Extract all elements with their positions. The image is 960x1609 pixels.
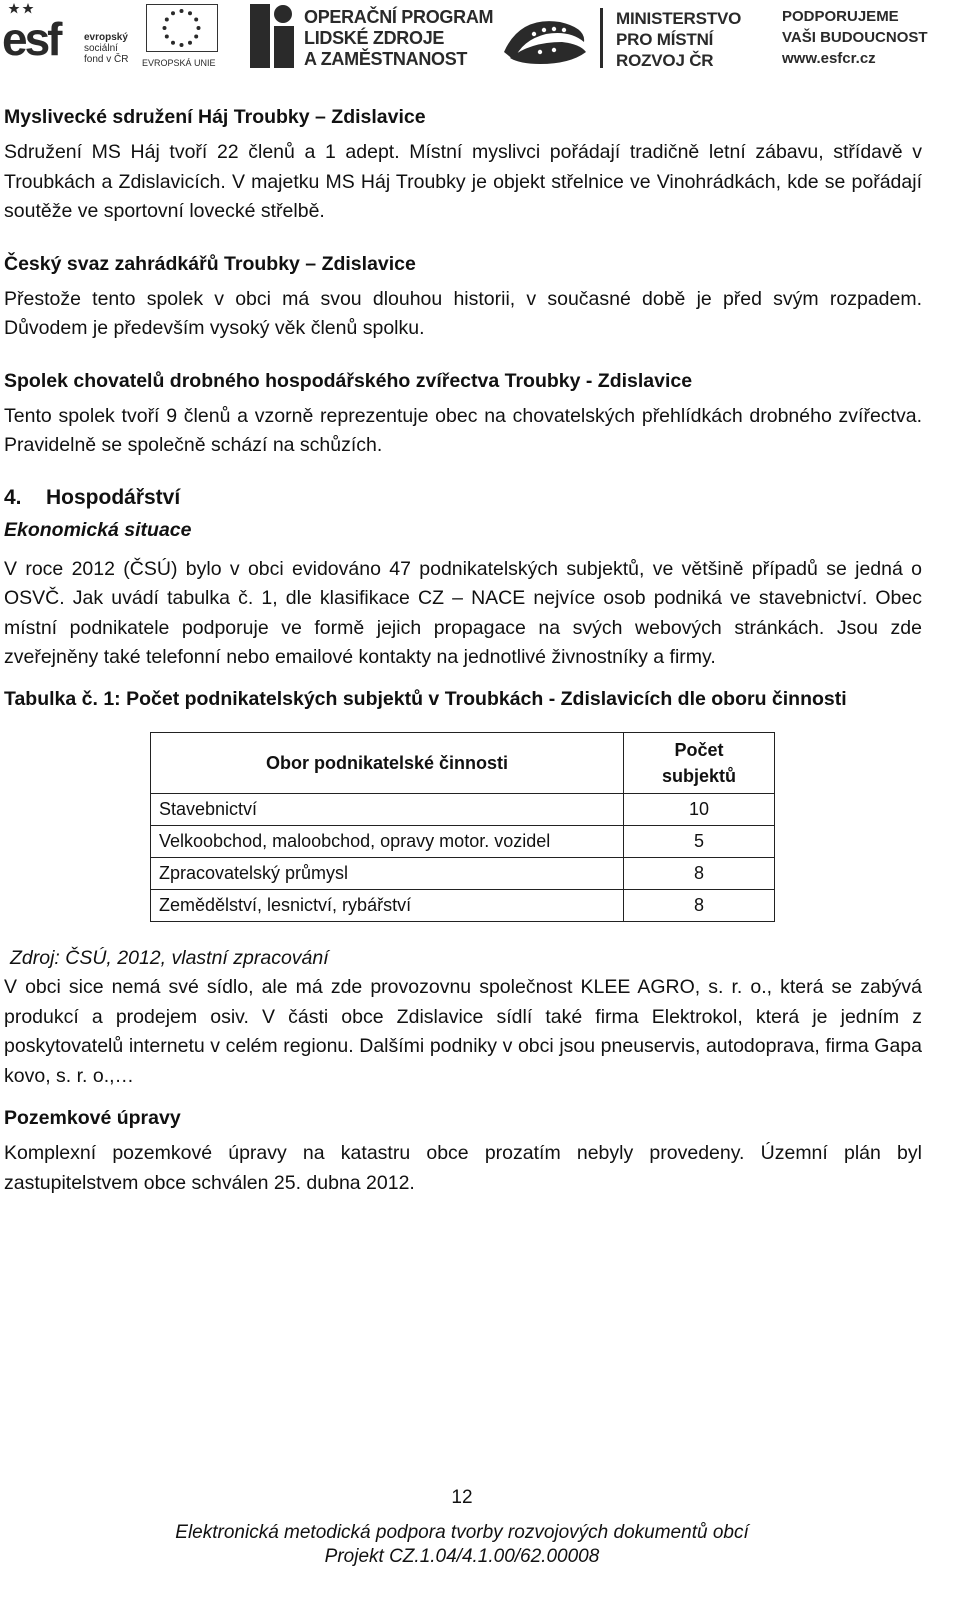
economy-paragraph: V roce 2012 (ČSÚ) bylo v obci evidováno 47 podnikatelských subjektů, ve většině případů se jedná o OSVČ. Jak uvádí tabulka č. 1, dle klasifikace CZ – NACE nejvíce osob podniká ve stavebnictví. Obec místní podnikatele podporuje ve formě jejich propagace na svých webových stránkách. Jsou zde zveřejněny také telefonní nebo emailové kontakty na jednotlivé živnostníky a firmy.	[4, 557, 922, 668]
table-header-row	[151, 733, 775, 794]
esfcr-logo	[782, 6, 928, 69]
header-activity: Obor podnikatelské činnosti	[151, 733, 624, 794]
row-count: 10	[624, 794, 775, 826]
op-figure-icon	[250, 4, 296, 68]
mmr-logo	[500, 2, 770, 72]
esf-logo	[2, 2, 134, 70]
mmr-title	[616, 8, 741, 71]
gardeners-heading: Český svaz zahrádkářů Troubky – Zdislavice	[4, 252, 416, 275]
land-paragraph: Komplexní pozemkové úpravy na katastru obce prozatím nebyly provedeny. Územní plán byl zastupitelstvem obce schválen 25. dubna 2012.	[4, 1142, 922, 1194]
op-title-line1: OPERAČNÍ PROGRAM	[304, 7, 494, 27]
row-activity: Velkoobchod, maloobchod, opravy motor. vozidel	[151, 826, 624, 858]
row-activity: Zemědělství, lesnictví, rybářství	[151, 890, 624, 922]
mmr-title-line3: ROZVOJ ČR	[616, 51, 714, 70]
header-logo-bar	[0, 0, 960, 76]
table-row	[151, 890, 775, 922]
row-count: 5	[624, 826, 775, 858]
header-count-line1: Počet	[674, 740, 724, 760]
breeders-paragraph: Tento spolek tvoří 9 členů a vzorně reprezentuje obec na chovatelských přehlídkách drobného zvířectva. Pravidelně se společně schází na schůzích.	[4, 404, 922, 456]
chapter-title: Hospodářství	[46, 485, 181, 509]
mmr-title-line2: PRO MÍSTNÍ	[616, 30, 714, 49]
eu-logo	[142, 4, 222, 70]
breeders-heading: Spolek chovatelů drobného hospodářského zvířectva Troubky - Zdislavice	[4, 369, 693, 392]
table-source: Zdroj: ČSÚ, 2012, vlastní zpracování	[10, 947, 329, 969]
table-row	[151, 794, 775, 826]
row-activity: Stavebnictví	[151, 794, 624, 826]
eu-caption: EVROPSKÁ UNIE	[142, 58, 216, 68]
eu-flag-icon	[146, 4, 218, 52]
esfcr-line1: PODPORUJEME	[782, 8, 899, 25]
mmr-emblem-icon	[500, 12, 590, 68]
row-activity: Zpracovatelský průmysl	[151, 858, 624, 890]
page-footer	[0, 1521, 924, 1569]
mmr-separator	[600, 8, 603, 68]
chapter-number: 4.	[4, 485, 22, 509]
row-count: 8	[624, 890, 775, 922]
esf-caption-line3: fond v ČR	[84, 54, 129, 65]
table-row	[151, 858, 775, 890]
op-title-line3: A ZAMĚSTNANOST	[304, 49, 468, 69]
page-number: 12	[451, 1487, 473, 1508]
chapter-heading	[4, 483, 922, 513]
gardeners-paragraph: Přestože tento spolek v obci má svou dlouhou historii, v současné době je před svým rozpadem. Důvodem je především vysoký věk členů spolku.	[4, 287, 922, 339]
op-title-line2: LIDSKÉ ZDROJE	[304, 28, 445, 48]
economy-subheading: Ekonomická situace	[4, 518, 192, 541]
mmr-title-line1: MINISTERSTVO	[616, 9, 742, 28]
hunters-paragraph: Sdružení MS Háj tvoří 22 členů a 1 adept. Místní myslivci pořádají tradičně letní zábavu, střídavě v Troubkách a Zdislavicích. V majetku MS Háj Troubky je objekt střelnice ve Vinohrádkách, kde se pořádají soutěže ve sportovní lovecké střelbě.	[4, 141, 922, 222]
op-title	[304, 7, 493, 70]
esf-caption-line2: sociální	[84, 43, 118, 54]
hunters-heading: Myslivecké sdružení Háj Troubky – Zdislavice	[4, 106, 426, 128]
footer-line2: Projekt CZ.1.04/4.1.00/62.00008	[324, 1546, 600, 1567]
row-count: 8	[624, 858, 775, 890]
esfcr-line2: VAŠI BUDOUCNOST	[782, 29, 928, 46]
esf-wordmark: esf	[2, 13, 60, 65]
header-count	[624, 733, 775, 794]
header-count-line2: subjektů	[661, 766, 736, 786]
footer-line1: Elektronická metodická podpora tvorby rozvojových dokumentů obcí	[175, 1522, 749, 1543]
esf-caption	[84, 32, 128, 65]
business-table	[150, 732, 775, 922]
page-content	[4, 102, 922, 1220]
table-caption: Tabulka č. 1: Počet podnikatelských subjektů v Troubkách - Zdislavicích dle oboru činnosti	[4, 687, 847, 710]
land-heading: Pozemkové úpravy	[4, 1107, 181, 1129]
table-row	[151, 826, 775, 858]
esf-caption-line1: evropský	[84, 32, 128, 43]
companies-paragraph: V obci sice nemá své sídlo, ale má zde provozovnu společnost KLEE AGRO, s. r. o., která se zabývá produkcí a prodejem osiv. V části obce Zdislavice sídlí také firma Elektrokol, která je jedním z poskytovatelů internetu v celém regionu. Dalšími podniky v obci jsou pneuservis, autodoprava, firma Gapa kovo, s. r. o.,…	[4, 976, 922, 1087]
op-logo	[250, 2, 494, 72]
esfcr-url: www.esfcr.cz	[782, 50, 876, 67]
